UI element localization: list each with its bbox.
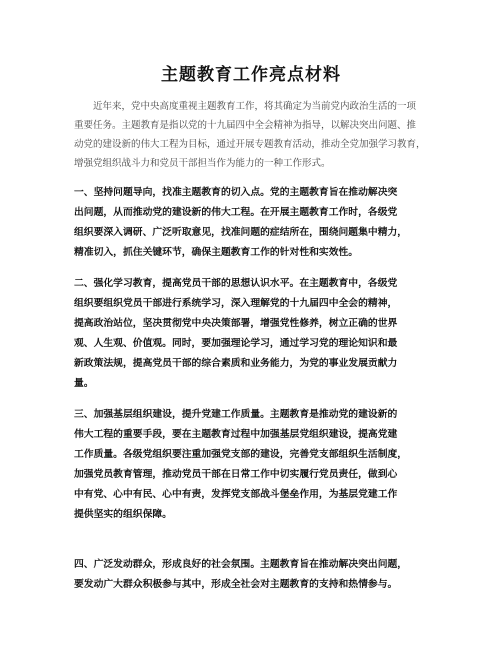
intro-line: 重要任务。主题教育是指以党的十九届四中全会精神为指导，以解决突出问题、推 [74,120,417,131]
section-3-paragraph [74,405,432,525]
intro-paragraph [74,97,432,173]
section-line: 组织要组织党员干部进行系统学习，深入理解党的十九届四中全会的精神， [74,298,398,309]
section-line: 新政策法规，提高党员干部的综合素质和业务能力，为党的事业发展贡献力 [74,358,398,369]
section-1-paragraph [74,183,432,263]
section-line: 量。 [74,378,94,389]
section-line: 提高政治站位，坚决贯彻党中央决策部署，增强党性修养，树立正确的世界 [74,318,398,329]
section-line: 组织要深入调研、广泛听取意见，找准问题的症结所在，围绕问题集中精力， [74,227,408,238]
section-line: 二、强化学习教育，提高党员干部的思想认识水平。在主题教育中，各级党 [74,278,398,289]
section-line: 观、人生观、价值观。同时，要加强理论学习，通过学习党的理论知识和最 [74,338,398,349]
intro-line: 增强党组织战斗力和党员干部担当作为能力的一种工作形式。 [74,158,331,169]
section-line: 精准切入，抓住关键环节，确保主题教育工作的针对性和实效性。 [74,247,359,258]
document-title: 主题教育工作亮点材料 [161,65,341,85]
section-line: 伟大工程的重要手段，要在主题教育过程中加强基层党组织建设，提高党建 [74,429,398,440]
section-line: 提供坚实的组织保障。 [74,509,172,520]
section-line: 一、坚持问题导向，找准主题教育的切入点。党的主题教育旨在推动解决突 [74,187,398,198]
section-line: 加强党员教育管理，推动党员干部在日常工作中切实履行党员责任，做到心 [74,469,398,480]
section-line: 要发动广大群众积极参与其中，形成全社会对主题教育的支持和热情参与。 [74,579,398,590]
section-2-paragraph [74,274,432,394]
section-line: 四、广泛发动群众，形成良好的社会氛围。主题教育旨在推动解决突出问题， [74,559,408,570]
intro-line: 动党的建设新的伟大工程为目标，通过开展专题教育活动，推动全党加强学习教育， [74,139,426,150]
section-line: 中有党、心中有民、心中有责，发挥党支部战斗堡垒作用，为基层党建工作 [74,489,398,500]
intro-line: 近年来，党中央高度重视主题教育工作，将其确定为当前党内政治生活的一项 [93,101,417,112]
section-line: 工作质量。各级党组织要注重加强党支部的建设，完善党支部组织生活制度， [74,449,408,460]
section-4-paragraph [74,555,432,595]
section-line: 三、加强基层组织建设，提升党建工作质量。主题教育是推动党的建设新的 [74,409,398,420]
section-line: 出问题，从而推动党的建设新的伟大工程。在开展主题教育工作时，各级党 [74,207,398,218]
